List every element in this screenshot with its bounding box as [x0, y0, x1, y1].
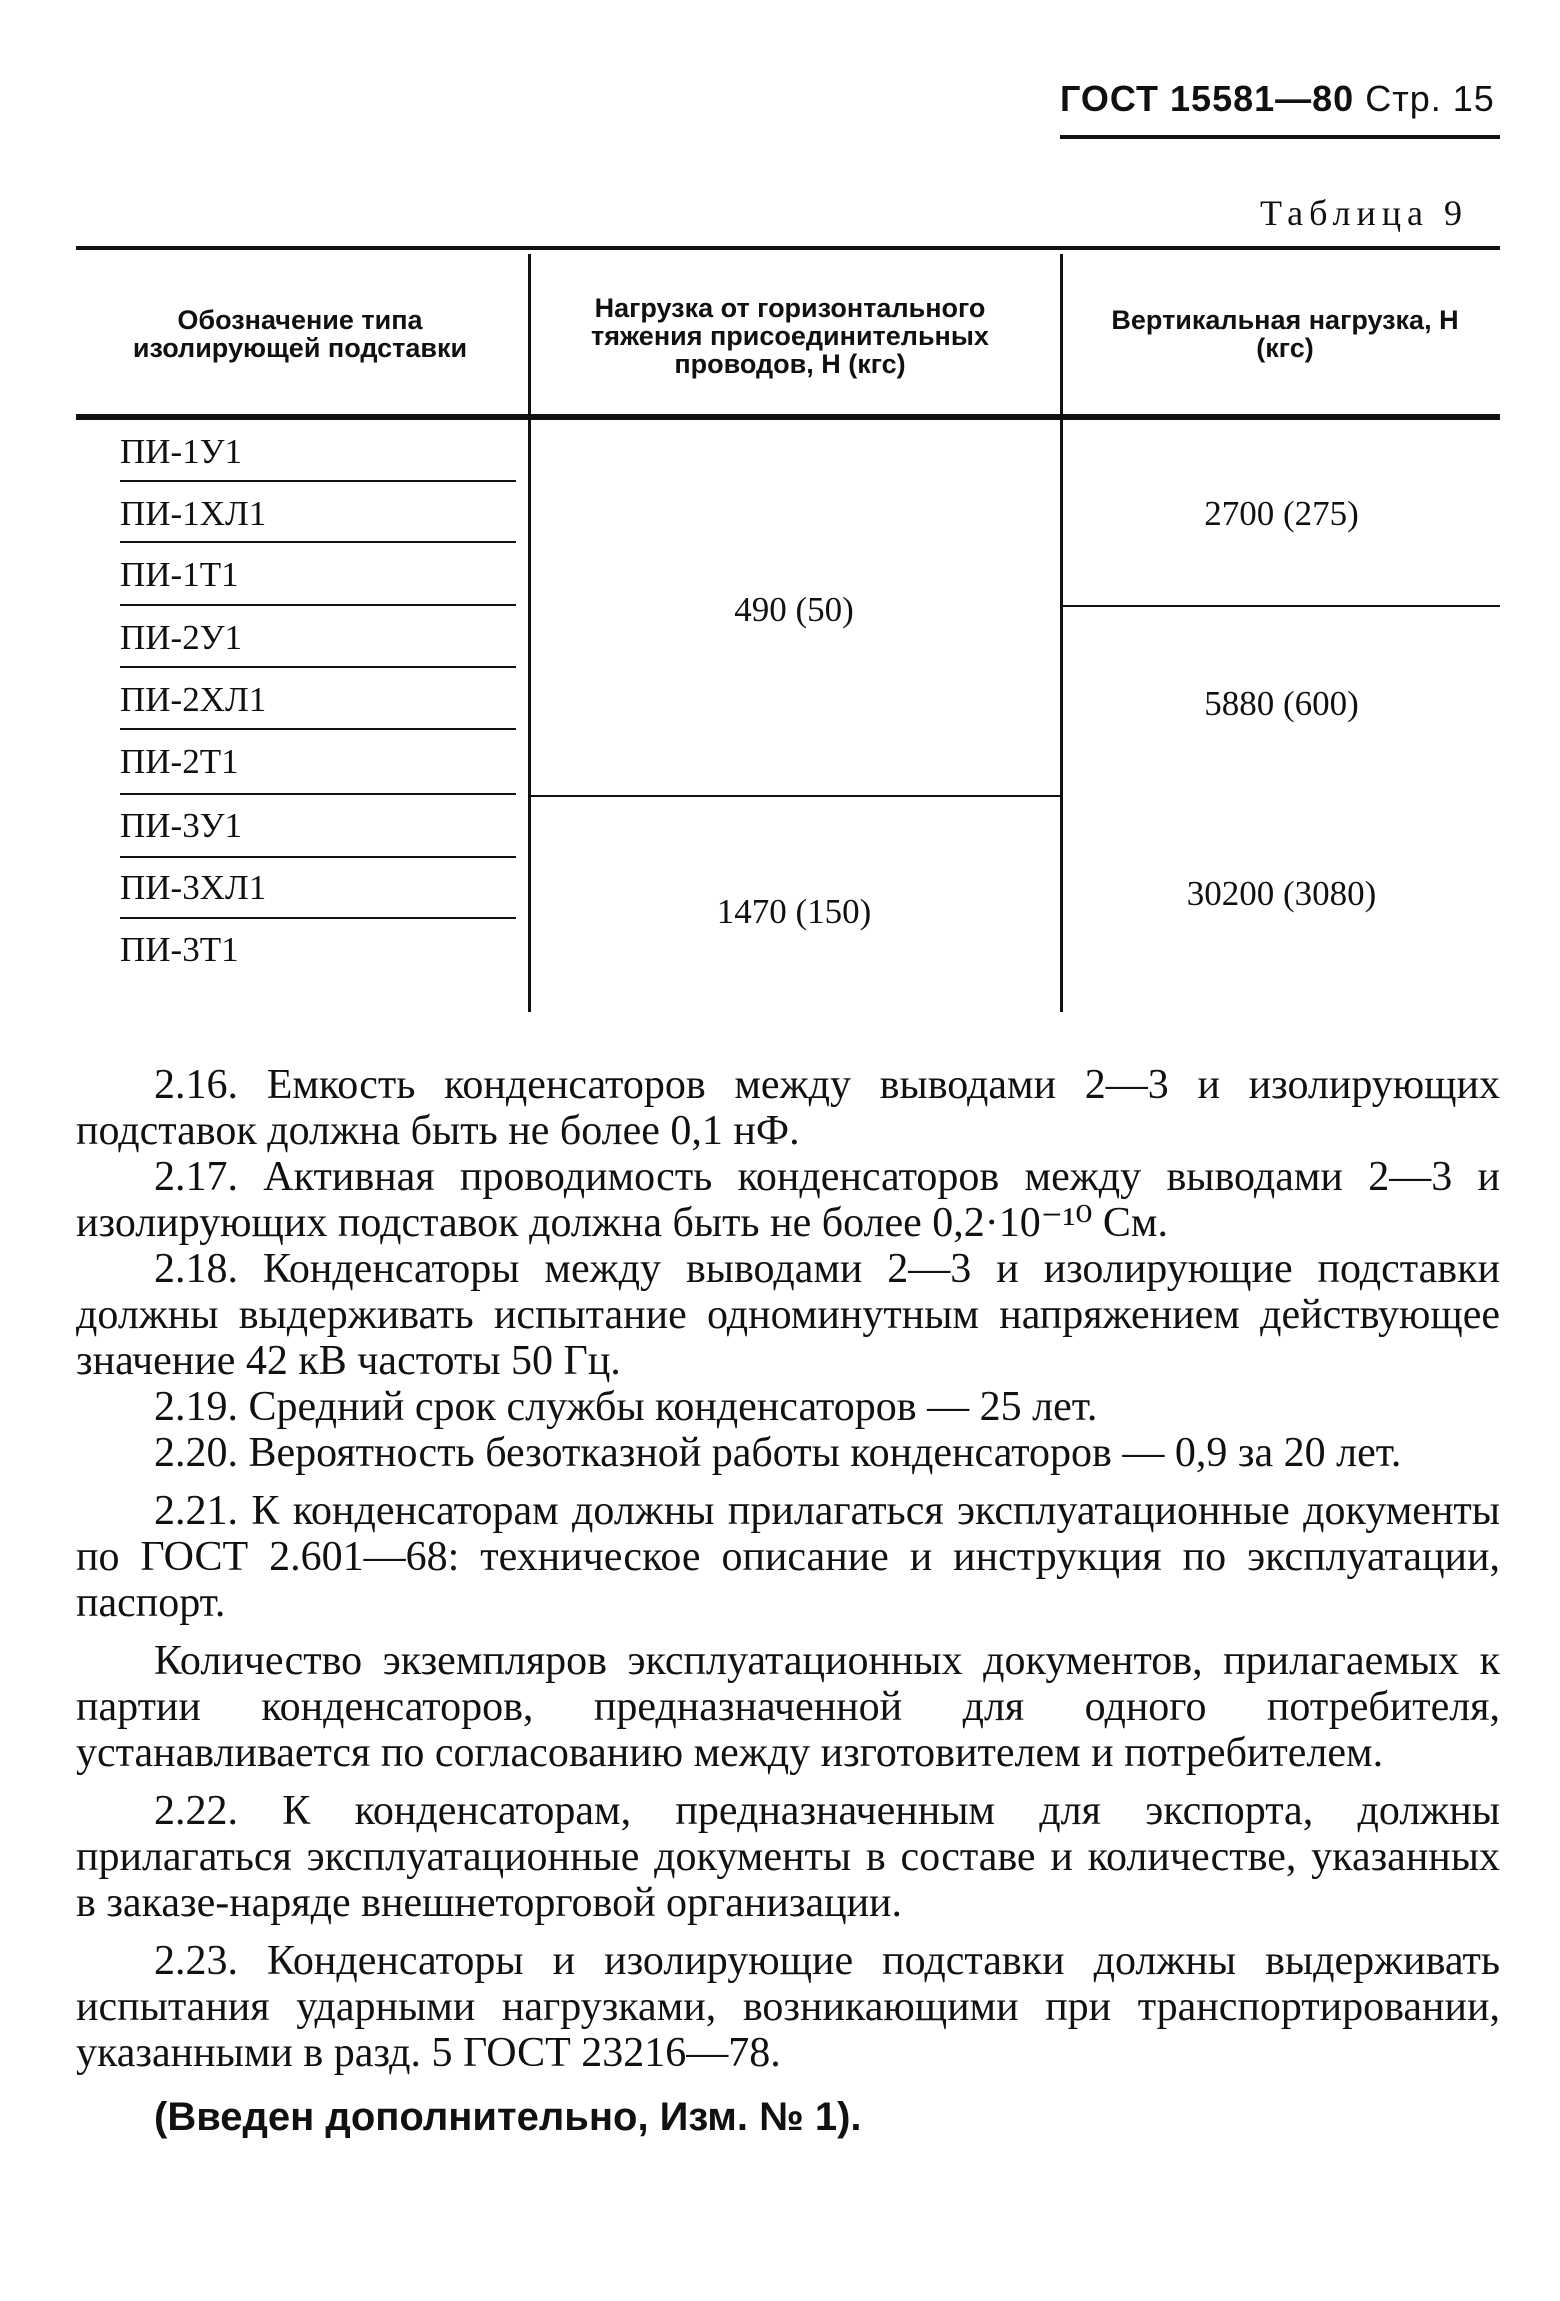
vertical-load-value: 2700 (275) [1204, 494, 1359, 533]
table-caption: Таблица 9 [1260, 193, 1468, 233]
row-label: ПИ-2ХЛ1 [120, 680, 267, 719]
column-header-type: Обозначение типа изолирующей подставки [132, 305, 468, 363]
row-rule [120, 480, 516, 482]
row-label: ПИ-3Т1 [120, 930, 239, 969]
paragraph-2-21: 2.21. К конденсаторам должны прилагаться эксплуатационные документы по ГОСТ 2.601—68: техническое описание и инструкция по эксплуатации, паспорт. [76, 1488, 1500, 1626]
row-rule [120, 604, 516, 606]
column-header-horizontal-load: Нагрузка от горизонтального тяжения присоединительных проводов, Н (кгс) [591, 293, 989, 379]
row-rule [120, 793, 516, 795]
paragraph-2-19: 2.19. Средний срок службы конденсаторов — 25 лет. [154, 1384, 1098, 1430]
vertical-load-value: 5880 (600) [1204, 684, 1359, 723]
group-rule [531, 795, 1060, 797]
row-rule [120, 856, 516, 858]
row-label: ПИ-3ХЛ1 [120, 868, 267, 907]
body-text [76, 1062, 1500, 2140]
row-label: ПИ-1Т1 [120, 555, 239, 594]
paragraph-2-16: 2.16. Емкость конденсаторов между выводами 2—3 и изолирующих подставок должна быть не более 0,1 нФ. [76, 1062, 1500, 1154]
horizontal-load-value: 490 (50) [734, 590, 854, 629]
standard-number: ГОСТ 15581—80 [1060, 78, 1355, 119]
row-label: ПИ-1ХЛ1 [120, 494, 267, 533]
page-header [1060, 78, 1495, 120]
row-rule [120, 666, 516, 668]
paragraph-documents-quantity: Количество экземпляров эксплуатационных документов, прилагаемых к партии конденсаторов, предназначенной для одного потребителя, устанавливается по согласованию между изготовителем и потребителем. [76, 1638, 1500, 1776]
paragraph-2-20: 2.20. Вероятность безотказной работы конденсаторов — 0,9 за 20 лет. [154, 1430, 1402, 1476]
table-header-rule [76, 414, 1500, 420]
row-label: ПИ-2Т1 [120, 742, 239, 781]
paragraph-2-18: 2.18. Конденсаторы между выводами 2—3 и изолирующие подставки должны выдерживать испытание одноминутным напряжением действующее значение 42 кВ частоты 50 Гц. [76, 1246, 1500, 1384]
header-rule [1060, 135, 1500, 139]
row-label: ПИ-2У1 [120, 618, 242, 657]
paragraph-2-23: 2.23. Конденсаторы и изолирующие подставки должны выдерживать испытания ударными нагрузками, возникающими при транспортировании, указанными в разд. 5 ГОСТ 23216—78. [76, 1938, 1500, 2076]
vertical-load-value: 30200 (3080) [1186, 874, 1377, 913]
group-rule [1063, 605, 1500, 607]
row-label: ПИ-3У1 [120, 806, 242, 845]
row-rule [120, 728, 516, 730]
column-header-vertical-load: Вертикальная нагрузка, Н (кгс) [1111, 305, 1459, 363]
amendment-note: (Введен дополнительно, Изм. № 1). [154, 2095, 862, 2139]
paragraph-2-17: 2.17. Активная проводимость конденсаторов между выводами 2—3 и изолирующих подставок должна быть не более 0,2·10⁻¹⁰ См. [76, 1154, 1500, 1246]
table-top-rule [76, 246, 1500, 250]
row-rule [120, 917, 516, 919]
page-number: Стр. 15 [1365, 78, 1495, 119]
paragraph-2-22: 2.22. К конденсаторам, предназначенным для экспорта, должны прилагаться эксплуатационные документы в составе и количестве, указанных в заказе-наряде внешнеторговой организации. [76, 1788, 1500, 1926]
row-label: ПИ-1У1 [120, 432, 242, 471]
row-rule [120, 541, 516, 543]
horizontal-load-value: 1470 (150) [716, 892, 872, 931]
